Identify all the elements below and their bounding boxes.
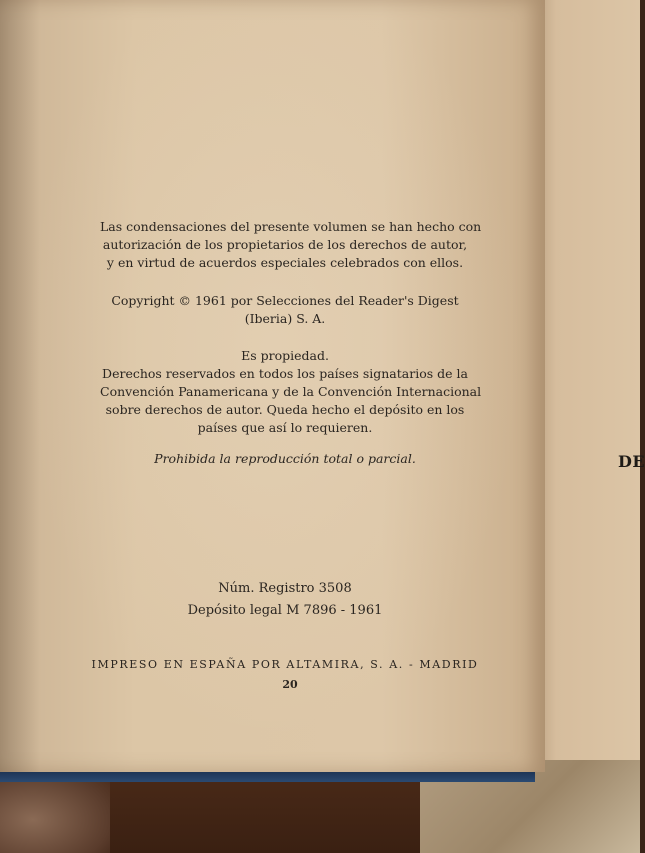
text-line: y en virtud de acuerdos especiales celebrados con ellos.	[106, 255, 464, 270]
condensation-notice	[100, 218, 482, 272]
book-cover-edge	[0, 772, 535, 782]
text-line: Es propiedad.	[241, 348, 329, 363]
page-gutter-shadow	[0, 0, 40, 772]
right-page-heading-fragment: DE	[618, 452, 645, 471]
text-line: autorización de los propietarios de los derechos de autor,	[102, 237, 468, 252]
text-line: sobre derechos de autor. Queda hecho el depósito en los	[105, 402, 465, 417]
printer-imprint	[90, 655, 480, 675]
text-line: Núm. Registro 3508	[218, 581, 352, 596]
text-line: Depósito legal M 7896 - 1961	[187, 603, 383, 618]
text-line: Prohibida la reproducción total o parcial.	[154, 451, 416, 466]
registry-info	[100, 578, 470, 622]
text-line: (Iberia) S. A.	[244, 311, 326, 326]
text-line: Las condensaciones del presente volumen se han hecho con	[100, 219, 482, 234]
hand-shadow	[0, 770, 110, 853]
text-line: países que así lo requieren.	[197, 420, 373, 435]
reproduction-prohibition	[100, 450, 470, 468]
rights-notice	[100, 347, 482, 437]
text-line: IMPRESO EN ESPAÑA POR ALTAMIRA, S. A. - MADRID	[91, 658, 479, 671]
page-number: 20	[282, 678, 298, 691]
text-line: Copyright © 1961 por Selecciones del Reader's Digest	[111, 293, 459, 308]
copyright-notice	[100, 292, 470, 328]
text-line: Derechos reservados en todos los países signatarios de la	[102, 366, 468, 381]
text-line: Convención Panamericana y de la Convención Internacional	[100, 384, 482, 399]
